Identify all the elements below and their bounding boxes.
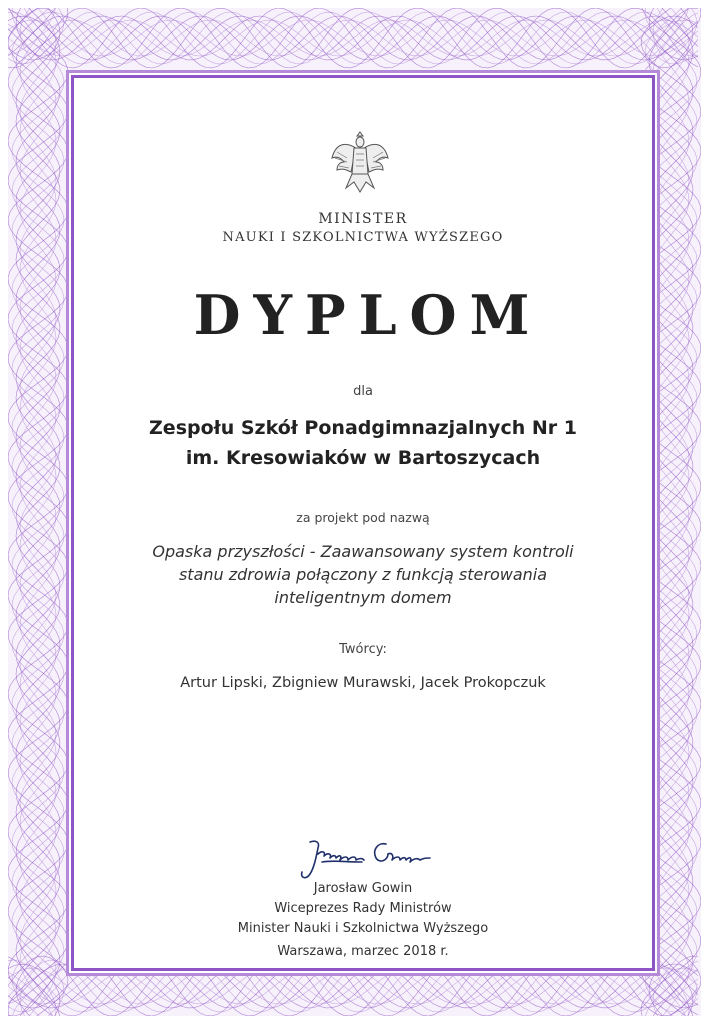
creators-label: Twórcy: xyxy=(339,642,387,657)
diploma-title: DYPLOM xyxy=(193,283,543,347)
signer-name: Jarosław Gowin xyxy=(313,881,413,896)
project-intro: za projekt pod nazwą xyxy=(296,510,430,525)
signer-role-1: Wiceprezes Rady Ministrów xyxy=(274,901,452,916)
ministry-line-1: MINISTER xyxy=(318,211,408,227)
recipient-line-1: Zespołu Szkół Ponadgimnazjalnych Nr 1 xyxy=(149,417,577,439)
diploma-panel xyxy=(71,75,655,971)
project-title-line-1: Opaska przyszłości - Zaawansowany system kontroli xyxy=(152,542,574,561)
project-title-line-3: inteligentnym domem xyxy=(274,588,452,607)
guilloche-border xyxy=(8,8,701,1016)
creators-list: Artur Lipski, Zbigniew Murawski, Jacek Prokopczuk xyxy=(180,675,546,691)
signer-role-2: Minister Nauki i Szkolnictwa Wyższego xyxy=(237,921,489,936)
ministry-line-2: NAUKI I SZKOLNICTWA WYŻSZEGO xyxy=(222,230,504,245)
white-eagle-emblem-icon xyxy=(329,128,391,196)
project-title-line-2: stanu zdrowia połączony z funkcją sterowania xyxy=(178,565,548,584)
handwritten-signature xyxy=(292,836,452,886)
recipient-line-2: im. Kresowiaków w Bartoszycach xyxy=(185,447,541,469)
place-and-date: Warszawa, marzec 2018 r. xyxy=(277,944,449,959)
for-label: dla xyxy=(353,384,373,399)
